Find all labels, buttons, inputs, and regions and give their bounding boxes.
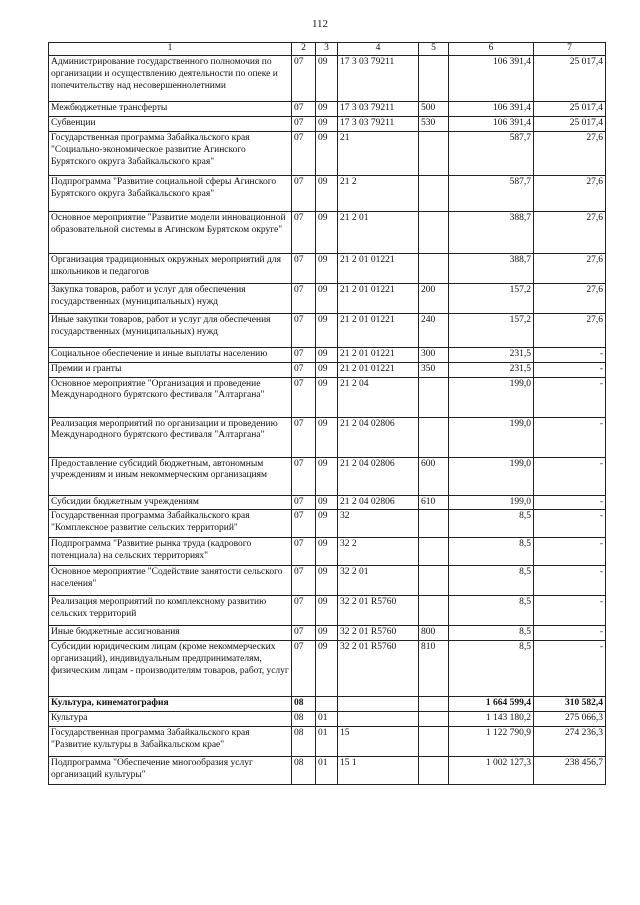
cell-target-article: 32 2 01 R5760 — [338, 641, 419, 697]
table-header-row — [49, 43, 606, 56]
cell-target-article: 15 — [338, 727, 419, 757]
cell-name: Администрирование государственного полномочия по организации и осуществлению деятельности по опеке и попечительству над несовершеннолетними — [49, 56, 292, 102]
cell-amount-2: - — [534, 377, 606, 417]
cell-amount-1: 388,7 — [449, 211, 534, 253]
table-row — [49, 417, 606, 457]
cell-subsection: 09 — [316, 313, 338, 347]
cell-target-article: 32 2 01 — [338, 566, 419, 596]
cell-subsection: 09 — [316, 102, 338, 117]
cell-expense-type — [419, 510, 449, 538]
cell-amount-2: 274 236,3 — [534, 727, 606, 757]
cell-subsection: 09 — [316, 131, 338, 175]
cell-section: 07 — [292, 175, 316, 211]
cell-name: Субвенции — [49, 116, 292, 131]
cell-name: Основное мероприятие "Содействие занятости сельского населения" — [49, 566, 292, 596]
cell-section: 07 — [292, 283, 316, 313]
cell-amount-2: - — [534, 626, 606, 641]
cell-amount-2: 27,6 — [534, 253, 606, 283]
cell-amount-1: 8,5 — [449, 641, 534, 697]
cell-name: Социальное обеспечение и иные выплаты населению — [49, 347, 292, 362]
cell-target-article: 21 2 04 — [338, 377, 419, 417]
cell-subsection: 09 — [316, 283, 338, 313]
cell-subsection: 09 — [316, 347, 338, 362]
cell-expense-type — [419, 377, 449, 417]
cell-amount-1: 8,5 — [449, 510, 534, 538]
cell-amount-2: 25 017,4 — [534, 56, 606, 102]
header-col-6: 6 — [449, 43, 534, 56]
cell-target-article: 17 3 03 79211 — [338, 56, 419, 102]
cell-section: 07 — [292, 641, 316, 697]
cell-amount-2: - — [534, 495, 606, 510]
cell-name: Реализация мероприятий по организации и проведению Международного бурятского фестиваля "Алтаргана" — [49, 417, 292, 457]
cell-target-article: 32 2 01 R5760 — [338, 626, 419, 641]
cell-expense-type: 800 — [419, 626, 449, 641]
cell-amount-1: 231,5 — [449, 362, 534, 377]
table-row — [49, 641, 606, 697]
cell-amount-1: 199,0 — [449, 495, 534, 510]
cell-amount-1: 1 002 127,3 — [449, 757, 534, 785]
cell-subsection: 09 — [316, 175, 338, 211]
cell-target-article: 21 2 04 02806 — [338, 417, 419, 457]
table-body — [49, 56, 606, 785]
cell-section: 07 — [292, 56, 316, 102]
cell-expense-type — [419, 211, 449, 253]
cell-target-article: 21 2 01 01221 — [338, 283, 419, 313]
cell-name: Организация традиционных окружных мероприятий для школьников и педагогов — [49, 253, 292, 283]
cell-section: 08 — [292, 712, 316, 727]
cell-name: Предоставление субсидий бюджетным, автономным учреждениям и иным некоммерческим организациям — [49, 457, 292, 495]
cell-amount-1: 8,5 — [449, 566, 534, 596]
cell-amount-1: 1 143 180,2 — [449, 712, 534, 727]
cell-amount-2: - — [534, 596, 606, 626]
cell-amount-2: 27,6 — [534, 211, 606, 253]
cell-subsection: 09 — [316, 495, 338, 510]
cell-name: Государственная программа Забайкальского края "Развитие культуры в Забайкальском крае" — [49, 727, 292, 757]
cell-subsection: 09 — [316, 510, 338, 538]
table-row — [49, 56, 606, 102]
cell-name: Культура, кинематография — [49, 697, 292, 712]
cell-subsection: 09 — [316, 56, 338, 102]
cell-target-article: 21 — [338, 131, 419, 175]
cell-expense-type: 810 — [419, 641, 449, 697]
cell-target-article — [338, 712, 419, 727]
cell-name: Основное мероприятие "Развитие модели инновационной образовательной системы в Агинском Бурятском округе" — [49, 211, 292, 253]
cell-name: Подпрограмма "Развитие рынка труда (кадрового потенциала) на сельских территориях" — [49, 538, 292, 566]
cell-section: 07 — [292, 362, 316, 377]
cell-name: Субсидии бюджетным учреждениям — [49, 495, 292, 510]
header-col-3: 3 — [316, 43, 338, 56]
cell-amount-2: - — [534, 538, 606, 566]
cell-subsection: 01 — [316, 757, 338, 785]
cell-expense-type — [419, 596, 449, 626]
cell-target-article: 21 2 — [338, 175, 419, 211]
cell-section: 07 — [292, 131, 316, 175]
cell-section: 07 — [292, 253, 316, 283]
cell-target-article: 32 — [338, 510, 419, 538]
cell-subsection: 09 — [316, 538, 338, 566]
header-col-7: 7 — [534, 43, 606, 56]
cell-subsection: 09 — [316, 211, 338, 253]
cell-amount-2: 27,6 — [534, 131, 606, 175]
cell-amount-1: 106 391,4 — [449, 102, 534, 117]
cell-target-article — [338, 697, 419, 712]
header-col-5: 5 — [419, 43, 449, 56]
cell-name: Основное мероприятие "Организация и проведение Международного бурятского фестиваля "Алтаргана" — [49, 377, 292, 417]
cell-amount-2: - — [534, 417, 606, 457]
cell-expense-type: 350 — [419, 362, 449, 377]
cell-section: 08 — [292, 757, 316, 785]
cell-expense-type — [419, 712, 449, 727]
cell-amount-2: 27,6 — [534, 313, 606, 347]
cell-target-article: 21 2 01 01221 — [338, 362, 419, 377]
table-row — [49, 362, 606, 377]
cell-name: Подпрограмма "Развитие социальной сферы Агинского Бурятского округа Забайкальского края" — [49, 175, 292, 211]
table-row — [49, 510, 606, 538]
table-row — [49, 495, 606, 510]
cell-expense-type: 500 — [419, 102, 449, 117]
cell-name: Закупка товаров, работ и услуг для обеспечения государственных (муниципальных) нужд — [49, 283, 292, 313]
cell-target-article: 21 2 01 01221 — [338, 347, 419, 362]
cell-amount-2: 25 017,4 — [534, 116, 606, 131]
cell-target-article: 17 3 03 79211 — [338, 116, 419, 131]
cell-amount-1: 8,5 — [449, 596, 534, 626]
cell-name: Реализация мероприятий по комплексному развитию сельских территорий — [49, 596, 292, 626]
cell-subsection: 09 — [316, 596, 338, 626]
cell-amount-2: 238 456,7 — [534, 757, 606, 785]
cell-amount-1: 1 122 790,9 — [449, 727, 534, 757]
cell-amount-1: 231,5 — [449, 347, 534, 362]
cell-amount-1: 1 664 599,4 — [449, 697, 534, 712]
table-row — [49, 727, 606, 757]
cell-amount-2: 275 066,3 — [534, 712, 606, 727]
cell-section: 07 — [292, 538, 316, 566]
cell-amount-2: - — [534, 457, 606, 495]
cell-amount-1: 157,2 — [449, 283, 534, 313]
cell-name: Культура — [49, 712, 292, 727]
cell-expense-type — [419, 757, 449, 785]
table-row — [49, 211, 606, 253]
table-row — [49, 102, 606, 117]
cell-subsection: 09 — [316, 362, 338, 377]
cell-target-article: 21 2 04 02806 — [338, 457, 419, 495]
cell-section: 07 — [292, 596, 316, 626]
cell-name: Государственная программа Забайкальского края "Социально-экономическое развитие Агинского Бурятского округа Забайкальского края" — [49, 131, 292, 175]
table-row — [49, 697, 606, 712]
cell-subsection: 09 — [316, 626, 338, 641]
cell-target-article: 21 2 01 01221 — [338, 253, 419, 283]
table-row — [49, 457, 606, 495]
table-row — [49, 712, 606, 727]
cell-amount-1: 157,2 — [449, 313, 534, 347]
cell-expense-type — [419, 727, 449, 757]
cell-name: Межбюджетные трансферты — [49, 102, 292, 117]
cell-subsection: 09 — [316, 377, 338, 417]
cell-amount-1: 199,0 — [449, 457, 534, 495]
cell-section: 08 — [292, 727, 316, 757]
cell-section: 08 — [292, 697, 316, 712]
table-row — [49, 116, 606, 131]
table-row — [49, 757, 606, 785]
table-row — [49, 253, 606, 283]
cell-section: 07 — [292, 510, 316, 538]
cell-amount-2: - — [534, 362, 606, 377]
cell-section: 07 — [292, 347, 316, 362]
cell-amount-2: 27,6 — [534, 283, 606, 313]
cell-amount-2: 310 582,4 — [534, 697, 606, 712]
cell-expense-type — [419, 697, 449, 712]
cell-subsection: 09 — [316, 417, 338, 457]
cell-target-article: 21 2 01 — [338, 211, 419, 253]
table-row — [49, 347, 606, 362]
cell-expense-type — [419, 566, 449, 596]
cell-name: Иные закупки товаров, работ и услуг для обеспечения государственных (муниципальных) нужд — [49, 313, 292, 347]
cell-amount-1: 8,5 — [449, 626, 534, 641]
cell-name: Субсидии юридическим лицам (кроме некоммерческих организаций), индивидуальным предпринимателям, физическим лицам - производителям товаров, работ, услуг — [49, 641, 292, 697]
cell-amount-1: 106 391,4 — [449, 56, 534, 102]
cell-target-article: 21 2 01 01221 — [338, 313, 419, 347]
cell-expense-type: 300 — [419, 347, 449, 362]
table-row — [49, 626, 606, 641]
cell-subsection: 09 — [316, 253, 338, 283]
cell-amount-2: 25 017,4 — [534, 102, 606, 117]
cell-section: 07 — [292, 313, 316, 347]
cell-amount-2: 27,6 — [534, 175, 606, 211]
cell-amount-2: - — [534, 347, 606, 362]
table-row — [49, 283, 606, 313]
cell-expense-type — [419, 417, 449, 457]
table-row — [49, 313, 606, 347]
cell-expense-type: 610 — [419, 495, 449, 510]
cell-subsection: 09 — [316, 116, 338, 131]
cell-target-article: 32 2 — [338, 538, 419, 566]
cell-expense-type — [419, 131, 449, 175]
cell-amount-1: 587,7 — [449, 131, 534, 175]
cell-name: Государственная программа Забайкальского края "Комплексное развитие сельских территорий" — [49, 510, 292, 538]
table-row — [49, 566, 606, 596]
cell-section: 07 — [292, 457, 316, 495]
header-col-4: 4 — [338, 43, 419, 56]
cell-target-article: 21 2 04 02806 — [338, 495, 419, 510]
cell-section: 07 — [292, 211, 316, 253]
cell-amount-1: 199,0 — [449, 377, 534, 417]
cell-section: 07 — [292, 102, 316, 117]
page-number: 112 — [311, 18, 329, 30]
cell-expense-type — [419, 175, 449, 211]
cell-amount-1: 587,7 — [449, 175, 534, 211]
cell-section: 07 — [292, 417, 316, 457]
cell-expense-type — [419, 253, 449, 283]
cell-subsection: 09 — [316, 457, 338, 495]
cell-subsection: 01 — [316, 712, 338, 727]
cell-expense-type: 240 — [419, 313, 449, 347]
cell-section: 07 — [292, 116, 316, 131]
cell-target-article: 17 3 03 79211 — [338, 102, 419, 117]
table-row — [49, 377, 606, 417]
cell-amount-1: 388,7 — [449, 253, 534, 283]
cell-name: Подпрограмма "Обеспечение многообразия услуг организаций культуры" — [49, 757, 292, 785]
header-col-2: 2 — [292, 43, 316, 56]
cell-section: 07 — [292, 566, 316, 596]
budget-table — [48, 42, 606, 785]
cell-subsection: 09 — [316, 566, 338, 596]
cell-amount-2: - — [534, 566, 606, 596]
cell-expense-type: 530 — [419, 116, 449, 131]
cell-section: 07 — [292, 495, 316, 510]
cell-amount-1: 199,0 — [449, 417, 534, 457]
table-row — [49, 131, 606, 175]
cell-name: Премии и гранты — [49, 362, 292, 377]
table-row — [49, 596, 606, 626]
table-row — [49, 175, 606, 211]
cell-expense-type: 600 — [419, 457, 449, 495]
cell-expense-type — [419, 56, 449, 102]
cell-amount-1: 106 391,4 — [449, 116, 534, 131]
cell-section: 07 — [292, 626, 316, 641]
cell-expense-type — [419, 538, 449, 566]
cell-target-article: 15 1 — [338, 757, 419, 785]
cell-expense-type: 200 — [419, 283, 449, 313]
cell-subsection: 09 — [316, 641, 338, 697]
header-col-1: 1 — [49, 43, 292, 56]
cell-section: 07 — [292, 377, 316, 417]
cell-subsection — [316, 697, 338, 712]
cell-target-article: 32 2 01 R5760 — [338, 596, 419, 626]
table-row — [49, 538, 606, 566]
cell-subsection: 01 — [316, 727, 338, 757]
cell-amount-1: 8,5 — [449, 538, 534, 566]
cell-amount-2: - — [534, 641, 606, 697]
cell-name: Иные бюджетные ассигнования — [49, 626, 292, 641]
cell-amount-2: - — [534, 510, 606, 538]
